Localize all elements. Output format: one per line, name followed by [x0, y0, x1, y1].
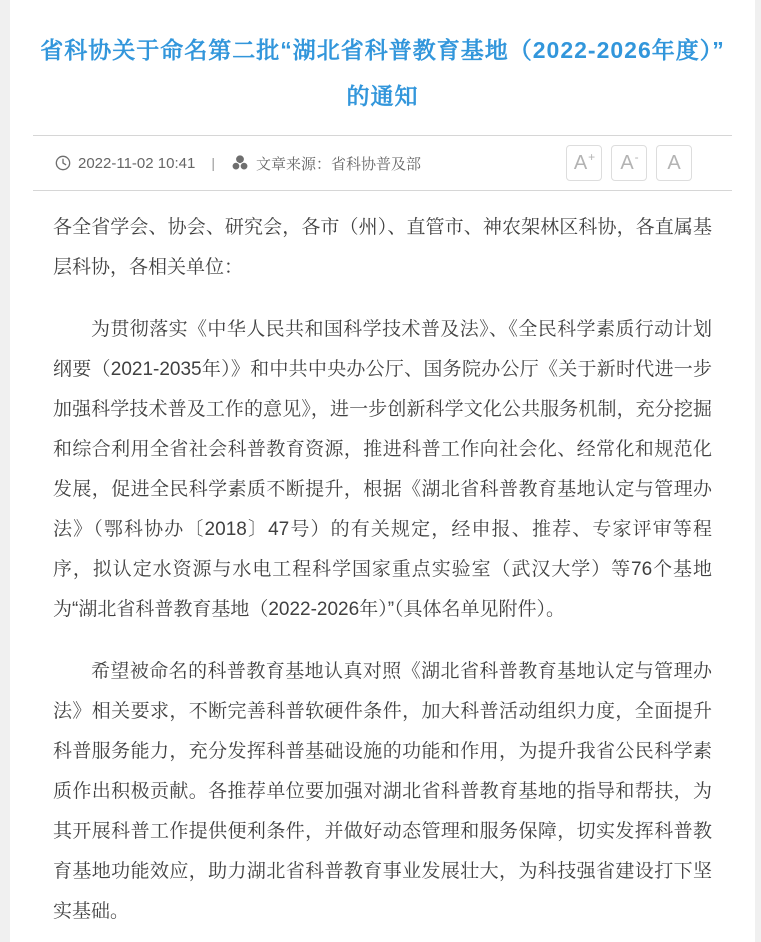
article-body — [33, 191, 732, 942]
page-title-line-1: 省科协关于命名第二批“湖北省科普教育基地（2022-2026年度）” — [40, 37, 725, 64]
font-decrease-button[interactable] — [611, 145, 647, 181]
article-meta-bar — [33, 135, 732, 191]
article-source: 文章来源：省科协普及部 — [255, 155, 421, 173]
page-title — [10, 15, 755, 119]
article-meta-info — [55, 153, 566, 174]
font-decrease-label: A — [620, 152, 634, 175]
meta-separator: | — [211, 155, 215, 172]
clock-icon — [55, 155, 71, 171]
page-title-line-2: 的通知 — [346, 83, 419, 110]
article-paragraph: 各全省学会、协会、研究会，各市（州）、直管市、神农架林区科协，各直属基层科协，各相关单位： — [53, 217, 712, 279]
font-increase-label: A — [573, 152, 588, 175]
font-reset-label: A — [667, 152, 681, 175]
font-size-controls — [566, 145, 692, 181]
content-card — [10, 0, 755, 942]
article-paragraph: 为贯彻落实《中华人民共和国科学技术普及法》、《全民科学素质行动计划纲要（2021-2035年）》和中共中央办公厅、国务院办公厅《关于新时代进一步加强科学技术普及工作的意见》，进一步创新科学文化公共服务机制，充分挖掘和综合利用全省社会科普教育资源，推进科普工作向社会化、经常化和规范化发展，促进全民科学素质不断提升，根据《湖北省科普教育基地认定与管理办法》（鄂科协办〔2018〕47号）的有关规定，经申报、推荐、专家评审等程序，拟认定水资源与水电工程科学国家重点实验室（武汉大学）等76个基地为“湖北省科普教育基地（2022-2026年）”（具体名单见附件）。 — [53, 319, 712, 621]
font-reset-button[interactable] — [656, 145, 692, 181]
font-decrease-sup: - — [634, 150, 639, 165]
font-increase-button[interactable] — [566, 145, 602, 181]
publish-date: 2022-11-02 10:41 — [78, 154, 196, 172]
font-increase-sup: + — [588, 150, 596, 165]
article-paragraph: 希望被命名的科普教育基地认真对照《湖北省科普教育基地认定与管理办法》相关要求，不断完善科普软硬件条件，加大科普活动组织力度，全面提升科普服务能力，充分发挥科普基础设施的功能和作用，为提升我省公民科学素质作出积极贡献。各推荐单位要加强对湖北省科普教育基地的指导和帮扶，为其开展科普工作提供便利条件，并做好动态管理和服务保障，切实发挥科普教育基地功能效应，助力湖北省科普教育事业发展壮大，为科技强省建设打下坚实基础。 — [53, 661, 712, 923]
source-icon — [231, 154, 249, 172]
